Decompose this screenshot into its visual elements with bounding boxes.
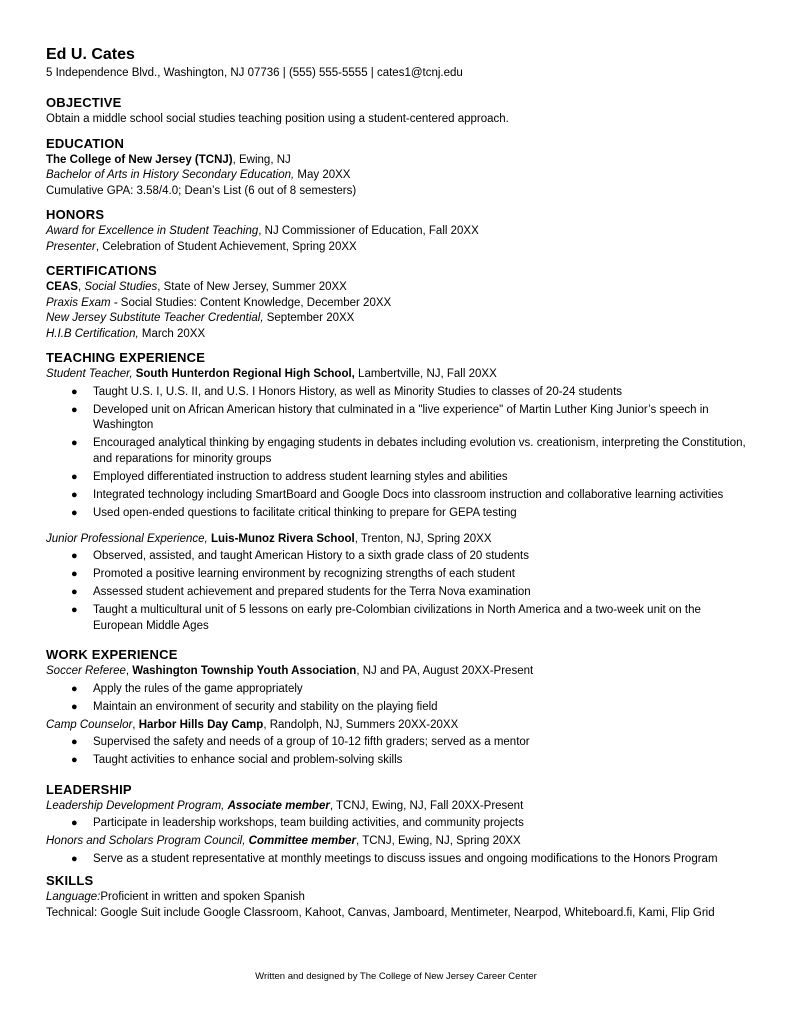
job-role: Junior Professional Experience,: [46, 532, 208, 545]
degree-date: May 20XX: [294, 169, 351, 181]
cert-sub-detail: September 20XX: [263, 312, 355, 324]
bullet-icon: ●: [71, 700, 78, 713]
skills-language: [46, 890, 746, 906]
bullet-icon: ●: [71, 488, 78, 501]
cert-sub-name: New Jersey Substitute Teacher Credential,: [46, 312, 264, 324]
cert-praxis-detail: Social Studies: Content Knowledge, December 20XX: [117, 296, 392, 309]
list-item: [46, 753, 746, 769]
list-item: [46, 682, 746, 698]
program-detail: , TCNJ, Ewing, NJ, Fall 20XX-Present: [329, 799, 524, 812]
job-role: Student Teacher,: [46, 368, 133, 380]
bullet-icon: ●: [71, 506, 78, 519]
work-job1-bullets: [46, 682, 746, 716]
job-detail: , Trenton, NJ, Spring 20XX: [354, 532, 492, 545]
list-item: [46, 488, 746, 504]
list-item: [46, 816, 746, 832]
leadership-heading: [46, 834, 746, 850]
leadership-title: LEADERSHIP: [46, 781, 132, 797]
bullet-text: Employed differentiated instruction to address student learning styles and abilities: [93, 470, 508, 483]
education-section: [46, 136, 746, 200]
leadership1-bullets: [46, 816, 746, 832]
job-role: Soccer Referee: [46, 665, 126, 677]
job-org: Harbor Hills Day Camp: [138, 718, 264, 731]
bullet-text: Promoted a positive learning environment by recognizing strengths of each student: [93, 568, 515, 580]
bullet-icon: ●: [71, 568, 78, 580]
job-role: Camp Counselor: [46, 718, 133, 731]
cert-separator: ,: [77, 281, 85, 293]
bullet-icon: ●: [71, 586, 78, 598]
cert-hib-detail: March 20XX: [138, 327, 206, 340]
teaching-job-heading: [46, 532, 746, 548]
bullet-icon: ●: [71, 754, 78, 766]
bullet-text: Apply the rules of the game appropriately: [93, 682, 303, 695]
list-item: [46, 470, 746, 486]
list-item: [46, 852, 746, 868]
bullet-text: Maintain an environment of security and stability on the playing field: [93, 700, 438, 713]
bullet-text: Participate in leadership workshops, team building activities, and community projects: [93, 817, 524, 829]
bullet-icon: ●: [71, 682, 78, 695]
bullet-text: Assessed student achievement and prepared students for the Terra Nova examination: [93, 586, 531, 598]
bullet-icon: ●: [71, 736, 78, 748]
work-job-heading: Soccer Referee, Washington Township Youth Association, NJ and PA, August 20XX-Present: [46, 665, 534, 677]
leadership2-bullets: [46, 852, 746, 868]
work-job2-bullets: [46, 735, 746, 769]
objective-text: Obtain a middle school social studies teaching position using a student-centered approach.: [46, 113, 509, 125]
cert-hib: [46, 327, 746, 343]
certifications-title: CERTIFICATIONS: [46, 263, 157, 278]
job-org: South Hunterdon Regional High School,: [135, 368, 355, 380]
work-job-heading: Camp Counselor, Harbor Hills Day Camp, Randolph, NJ, Summers 20XX-20XX: [46, 718, 459, 731]
cert-ceas-detail: , State of New Jersey, Summer 20XX: [157, 281, 347, 293]
bullet-icon: ●: [71, 470, 78, 483]
bullet-text: Taught a multicultural unit of 5 lessons on early pre-Colombian civilizations in North America and a two-week unit on the European Middle Ages: [93, 604, 701, 632]
education-gpa: Cumulative GPA: 3.58/4.0; Dean’s List (6 out of 8 semesters): [46, 184, 357, 197]
cert-ceas-name: CEAS: [46, 281, 78, 293]
program-name: Leadership Development Program,: [46, 799, 225, 812]
teaching-title: TEACHING EXPERIENCE: [46, 350, 206, 365]
bullet-icon: ●: [71, 403, 78, 416]
footer-credit: Written and designed by The College of New Jersey Career Center: [255, 971, 537, 982]
cert-ceas-subject: Social Studies: [84, 281, 158, 293]
leadership-section: [46, 782, 746, 868]
objective-title: OBJECTIVE: [46, 95, 122, 110]
list-item: [46, 403, 746, 434]
language-text: Proficient in written and spoken Spanish: [100, 891, 305, 903]
bullet-icon: ●: [71, 852, 78, 865]
list-item: [46, 603, 746, 634]
language-label: Language:: [46, 891, 101, 903]
education-degree-line: [46, 168, 746, 184]
bullet-text: Serve as a student representative at monthly meetings to discuss issues and ongoing modifications to the Honors Program: [93, 852, 718, 865]
bullet-text: Supervised the safety and needs of a group of 10-12 fifth graders; served as a mentor: [93, 736, 530, 748]
objective-section: [46, 95, 746, 128]
bullet-text: Developed unit on African American history that culminated in a "live experience" of Martin Luther King Junior’s speech in Washington: [93, 403, 709, 431]
honor-name: Award for Excellence in Student Teaching: [46, 225, 259, 237]
bullet-icon: ●: [71, 604, 78, 616]
skills-title: SKILLS: [46, 873, 94, 888]
teaching-job-heading: [46, 367, 746, 383]
cert-ceas: [46, 280, 746, 296]
cert-praxis: [46, 296, 746, 312]
job-detail: , Randolph, NJ, Summers 20XX-20XX: [263, 718, 459, 731]
school-location: , Ewing, NJ: [232, 153, 291, 166]
job-detail: , NJ and PA, August 20XX-Present: [356, 665, 534, 677]
cert-praxis-name: Praxis Exam -: [46, 296, 118, 309]
bullet-text: Encouraged analytical thinking by engaging students in debates including evolution vs. creationism, interpreting the Constitution, and reparations for minority groups: [93, 437, 746, 465]
candidate-name: Ed U. Cates: [46, 46, 135, 63]
honor-item: [46, 240, 746, 256]
contact-line: 5 Independence Blvd., Washington, NJ 07736 | (555) 555-5555 | cates1@tcnj.edu: [46, 67, 463, 79]
teaching-section: [46, 350, 746, 634]
program-role: Committee member: [248, 835, 357, 847]
honor-detail: , NJ Commissioner of Education, Fall 20XX: [258, 225, 479, 237]
certifications-section: [46, 263, 746, 342]
bullet-text: Used open-ended questions to facilitate critical thinking to prepare for GEPA testing: [93, 506, 517, 519]
honor-detail: , Celebration of Student Achievement, Spring 20XX: [95, 240, 357, 253]
bullet-icon: ●: [71, 817, 78, 829]
education-school-line: [46, 153, 746, 169]
list-item: [46, 567, 746, 583]
honor-name: Presenter: [46, 240, 96, 253]
list-item: [46, 735, 746, 751]
resume-page: [46, 46, 746, 921]
list-item: [46, 506, 746, 522]
bullet-text: Observed, assisted, and taught American History to a sixth grade class of 20 students: [93, 550, 529, 562]
job-org: Washington Township Youth Association: [132, 665, 357, 677]
program-role: Associate member: [227, 799, 330, 812]
degree-name: Bachelor of Arts in History Secondary Education,: [46, 169, 295, 181]
list-item: [46, 385, 746, 401]
program-name: Honors and Scholars Program Council,: [46, 835, 246, 847]
cert-hib-name: H.I.B Certification,: [46, 327, 139, 340]
cert-substitute: [46, 311, 746, 327]
spacer: [46, 524, 746, 532]
bullet-text: Taught activities to enhance social and problem-solving skills: [93, 754, 403, 766]
bullet-text: Taught U.S. I, U.S. II, and U.S. I Honors History, as well as Minority Studies to classes of 20-24 students: [93, 385, 623, 398]
list-item: [46, 436, 746, 467]
honors-title: HONORS: [46, 207, 105, 222]
teaching-job1-bullets: [46, 385, 746, 522]
bullet-icon: ●: [71, 437, 78, 449]
work-section: [46, 647, 746, 769]
skills-section: [46, 873, 746, 921]
bullet-text: Integrated technology including SmartBoard and Google Docs into classroom instruction and collaborative learning activities: [93, 488, 724, 501]
teaching-job2-bullets: [46, 549, 746, 634]
list-item: [46, 700, 746, 716]
leadership-heading: [46, 799, 746, 815]
bullet-icon: ●: [71, 550, 78, 562]
job-detail: Lambertville, NJ, Fall 20XX: [354, 368, 497, 380]
honor-item: [46, 224, 746, 240]
bullet-icon: ●: [71, 385, 78, 398]
education-title: EDUCATION: [46, 135, 125, 151]
skills-technical: Technical: Google Suit include Google Classroom, Kahoot, Canvas, Jamboard, Mentimeter, Nearpod, Whiteboard.fi, Kami, Flip Grid: [46, 906, 715, 919]
school-name: The College of New Jersey (TCNJ): [46, 153, 233, 166]
list-item: [46, 585, 746, 601]
list-item: [46, 549, 746, 565]
program-detail: , TCNJ, Ewing, NJ, Spring 20XX: [356, 835, 521, 847]
job-org: Luis-Munoz Rivera School: [210, 532, 355, 545]
honors-section: [46, 207, 746, 255]
work-title: WORK EXPERIENCE: [46, 647, 178, 662]
